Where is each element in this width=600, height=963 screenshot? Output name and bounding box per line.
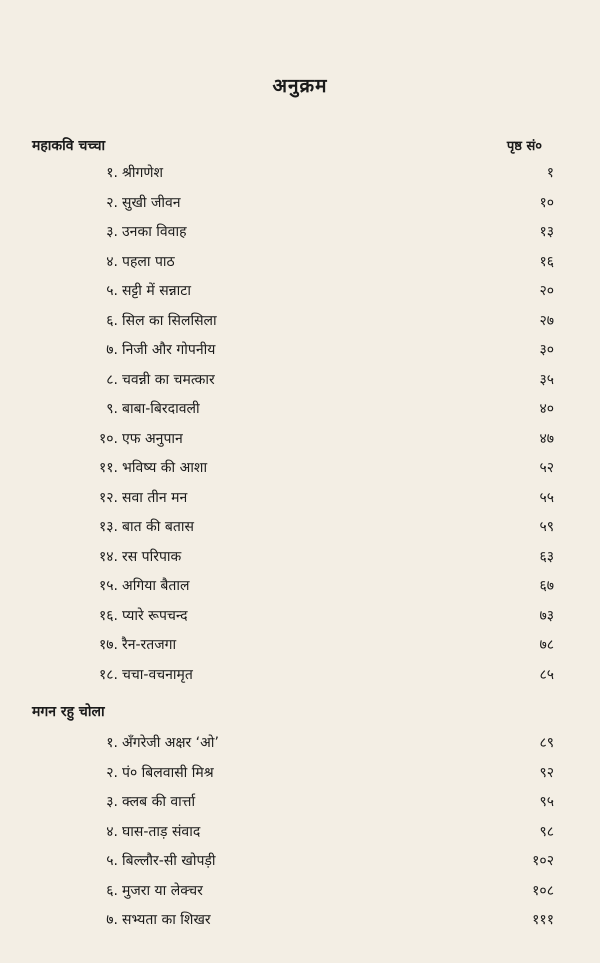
entry-title: मुजरा या लेक्चर [122, 882, 203, 899]
entry-number: १४. [98, 548, 118, 565]
page-number-column-label: पृष्ठ सं० [506, 139, 542, 154]
toc-entry [0, 399, 600, 423]
entry-title: सवा तीन मन [122, 489, 188, 506]
entry-page-number: ९८ [539, 823, 554, 840]
entry-page-number: १ [546, 165, 554, 181]
entry-title: सट्टी में सन्नाटा [122, 283, 191, 299]
entry-number: ७. [106, 912, 118, 928]
entry-page-number: ६७ [539, 578, 554, 594]
entry-page-number: १०२ [532, 853, 554, 869]
entry-page-number: १३ [539, 224, 554, 240]
toc-entry [0, 910, 600, 934]
entry-title: सुखी जीवन [122, 194, 181, 211]
entry-title: भविष्य की आशा [122, 460, 208, 476]
entry-page-number: ४० [539, 401, 554, 417]
entry-page-number: १११ [532, 912, 554, 928]
page-title: अनुक्रम [272, 75, 328, 97]
section-heading-mahakavi: महाकवि चच्चा [32, 138, 106, 154]
entry-number: १. [106, 165, 118, 181]
entry-page-number: ८५ [539, 666, 554, 683]
toc-entry [0, 370, 600, 394]
toc-entry [0, 792, 600, 816]
entry-page-number: ७८ [539, 637, 554, 653]
entry-page-number: ३० [539, 342, 554, 358]
toc-entry [0, 163, 600, 187]
toc-entry [0, 763, 600, 787]
toc-entry [0, 665, 600, 689]
entry-title: क्लब की वार्त्ता [122, 794, 196, 810]
toc-entry [0, 881, 600, 905]
toc-entry [0, 733, 600, 757]
toc-entry [0, 458, 600, 482]
toc-entry [0, 547, 600, 571]
entry-title: उनका विवाह [122, 224, 187, 240]
toc-entry [0, 576, 600, 600]
entry-number: २. [106, 194, 118, 211]
toc-entry [0, 606, 600, 630]
entry-title: पहला पाठ [122, 253, 175, 270]
entry-title: पं० बिलवासी मिश्र [122, 764, 214, 781]
toc-entry [0, 281, 600, 305]
entry-title: बात की बतास [122, 519, 194, 535]
toc-entry [0, 252, 600, 276]
entry-title: चचा-वचनामृत [122, 666, 193, 683]
entry-title: श्रीगणेश [122, 165, 164, 181]
entry-number: ६. [106, 882, 118, 899]
entry-title: रस परिपाक [122, 548, 182, 565]
entry-page-number: २७ [539, 312, 554, 329]
entry-number: ४. [106, 823, 118, 840]
entry-page-number: १० [539, 194, 554, 211]
entry-number: ७. [106, 342, 118, 358]
entry-title: बाबा-बिरदावली [122, 401, 200, 417]
entry-number: ८. [106, 371, 118, 388]
entry-number: ९. [106, 401, 118, 417]
entry-title: अँगरेजी अक्षर ‘ओ’ [122, 735, 219, 751]
entry-number: १६. [98, 607, 118, 624]
toc-entry [0, 488, 600, 512]
entry-number: ६. [106, 312, 118, 329]
entry-page-number: ७३ [539, 607, 554, 624]
entry-title: प्यारे रूपचन्द [122, 607, 188, 624]
toc-entry [0, 822, 600, 846]
entry-title: बिल्लौर-सी खोपड़ी [122, 853, 216, 869]
entry-page-number: २० [539, 283, 554, 299]
entry-page-number: ८९ [539, 735, 554, 751]
entry-page-number: ६३ [539, 548, 554, 565]
section-heading-magan: मगन रहु चोला [32, 704, 105, 720]
entry-page-number: ५९ [539, 519, 554, 535]
toc-entry [0, 517, 600, 541]
entry-number: ५. [106, 283, 118, 299]
toc-entry [0, 429, 600, 453]
entry-title: अगिया बैताल [122, 578, 190, 594]
entry-title: रैन-रतजगा [122, 637, 177, 653]
toc-entry [0, 635, 600, 659]
entry-number: १. [106, 735, 118, 751]
entry-number: १०. [98, 430, 118, 447]
entry-title: एफ अनुपान [122, 430, 183, 447]
entry-title: निजी और गोपनीय [122, 342, 216, 358]
toc-entry [0, 340, 600, 364]
entry-page-number: ५२ [539, 460, 554, 476]
entry-page-number: ५५ [539, 489, 554, 506]
entry-number: ४. [106, 253, 118, 270]
entry-number: ३. [106, 794, 118, 810]
entry-page-number: ९२ [539, 764, 554, 781]
entry-number: १८. [98, 666, 118, 683]
entry-title: सिल का सिलसिला [122, 312, 217, 329]
entry-number: ५. [106, 853, 118, 869]
entry-number: ३. [106, 224, 118, 240]
entry-number: १२. [98, 489, 118, 506]
entry-title: घास-ताड़ संवाद [122, 823, 201, 840]
entry-page-number: १६ [539, 253, 554, 270]
entry-page-number: ३५ [539, 371, 554, 388]
entry-number: २. [106, 764, 118, 781]
entry-page-number: १०८ [532, 882, 554, 899]
toc-entry [0, 311, 600, 335]
entry-number: १५. [98, 578, 118, 594]
entry-number: १३. [98, 519, 118, 535]
toc-entry [0, 193, 600, 217]
entry-title: चवन्नी का चमत्कार [122, 371, 215, 388]
entry-page-number: ९५ [539, 794, 554, 810]
entry-number: ११. [98, 460, 118, 476]
toc-entry [0, 851, 600, 875]
entry-title: सभ्यता का शिखर [122, 912, 211, 928]
entry-page-number: ४७ [539, 430, 554, 447]
entry-number: १७. [98, 637, 118, 653]
toc-entry [0, 222, 600, 246]
